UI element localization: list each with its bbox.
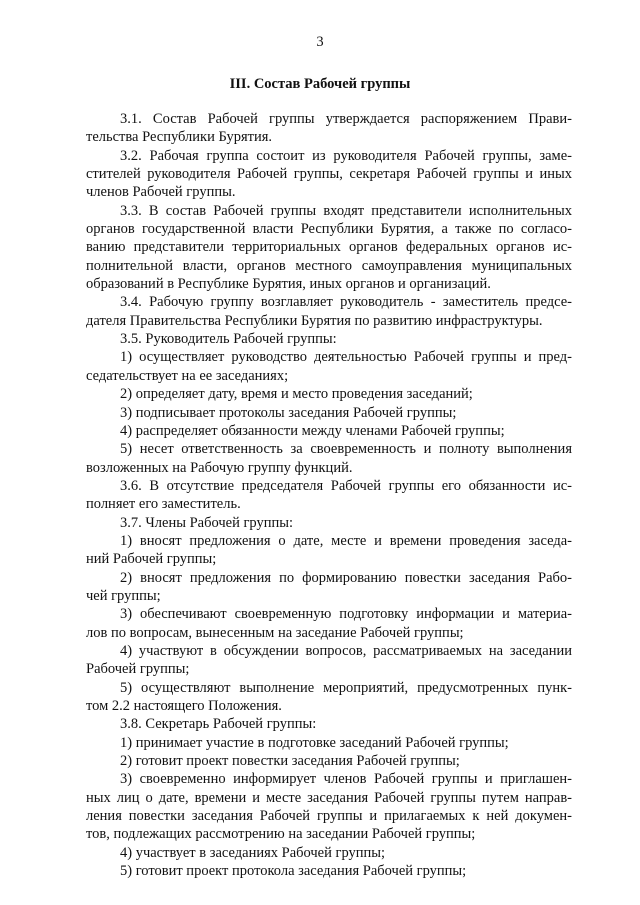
paragraph-p3-8-4 [86,844,572,862]
paragraph-p3-1 [86,110,572,147]
paragraph-p3-3 [86,202,572,294]
text-line: ванию представители территориальных органов федеральных органов ис- [86,239,572,256]
paragraph-p3-7 [86,514,572,532]
text-line: 5) несет ответственность за своевременность и полноту выполнения [120,441,572,458]
text-line: 3.6. В отсутствие председателя Рабочей группы его обязанности ис- [120,477,572,494]
text-line: 4) участвует в заседаниях Рабочей группы; [120,844,386,861]
paragraph-p3-8-5 [86,862,572,880]
text-line: 3.4. Рабочую группу возглавляет руководитель - заместитель предсе- [120,294,572,311]
text-line: 5) осуществляют выполнение мероприятий, предусмотренных пунк- [120,679,572,696]
text-line: 2) определяет дату, время и место проведения заседаний; [120,386,473,403]
paragraph-p3-8-2 [86,752,572,770]
paragraph-p3-5-3 [86,404,572,422]
text-line: Рабочей группы; [86,661,190,678]
paragraph-p3-2 [86,147,572,202]
paragraph-p3-8-1 [86,734,572,752]
text-line: 3) своевременно информирует членов Рабочей группы и приглашен- [120,771,572,788]
paragraph-p3-8-3 [86,770,572,843]
text-line: 3.8. Секретарь Рабочей группы: [120,716,317,733]
paragraph-p3-7-1 [86,532,572,569]
text-line: 3.3. В состав Рабочей группы входят представители исполнительных [120,202,572,219]
text-line: 3.1. Состав Рабочей группы утверждается распоряжением Прави- [120,111,572,127]
page-number: 3 [316,34,324,50]
text-line: 3.2. Рабочая группа состоит из руководителя Рабочей группы, заме- [120,147,572,164]
text-line: органов государственной власти Республики Бурятия, а также по согласо- [86,221,572,238]
paragraph-p3-5-5 [86,440,572,477]
text-line: членов Рабочей группы. [86,184,236,201]
text-line: 3.5. Руководитель Рабочей группы: [120,331,337,348]
paragraph-p3-5-4 [86,422,572,440]
text-line: 4) участвуют в обсуждении вопросов, рассматриваемых на заседании [120,642,572,659]
text-line: чей группы; [86,587,161,604]
text-line: образований в Республике Бурятия, иных органов и организаций. [86,276,491,293]
text-line: 3) подписывает протоколы заседания Рабочей группы; [120,404,457,421]
paragraph-p3-7-5 [86,679,572,716]
paragraph-p3-6 [86,477,572,514]
text-line: 4) распределяет обязанности между членами Рабочей группы; [120,422,505,439]
text-line: 5) готовит проект протокола заседания Рабочей группы; [120,863,467,880]
text-line: тельства Республики Бурятия. [86,129,273,146]
text-line: 2) вносят предложения по формированию повестки заседания Рабо- [120,569,572,586]
paragraph-p3-5-1 [86,348,572,385]
text-line: 1) вносят предложения о дате, месте и времени проведения заседа- [120,532,572,549]
text-line: 1) осуществляет руководство деятельностью Рабочей группы и пред- [120,349,572,366]
paragraph-p3-8 [86,715,572,733]
paragraph-p3-7-4 [86,642,572,679]
text-line: 2) готовит проект повестки заседания Рабочей группы; [120,753,460,770]
text-line: полнительной власти, органов местного самоуправления муниципальных [86,257,572,274]
text-line: тов, подлежащих рассмотрению на заседании Рабочей группы; [86,826,476,843]
text-line: ления повестки заседания Рабочей группы и прилагаемых к ней докумен- [86,808,572,825]
text-line: дателя Правительства Республики Бурятия по развитию инфраструктуры. [86,312,543,329]
text-line: лов по вопросам, вынесенным на заседание Рабочей группы; [86,624,464,641]
text-line: ний Рабочей группы; [86,551,217,568]
text-line: том 2.2 настоящего Положения. [86,698,282,714]
document-body [86,110,572,880]
paragraph-p3-7-3 [86,605,572,642]
text-line: ных лиц о дате, времени и месте заседания Рабочей группы путем направ- [86,789,572,806]
paragraph-p3-4 [86,293,572,330]
text-line: 1) принимает участие в подготовке заседаний Рабочей группы; [120,734,509,751]
text-line: полняет его заместитель. [86,496,241,513]
text-line: стителей руководителя Рабочей группы, секретаря Рабочей группы и иных [86,166,572,183]
text-line: 3.7. Члены Рабочей группы: [120,514,294,531]
section-title: III. Состав Рабочей группы [229,76,411,92]
paragraph-p3-5 [86,330,572,348]
text-line: седательствует на ее заседаниях; [86,367,289,384]
text-line: 3) обеспечивают своевременную подготовку информации и материа- [120,606,572,623]
text-line: возложенных на Рабочую группу функций. [86,459,353,476]
paragraph-p3-5-2 [86,385,572,403]
paragraph-p3-7-2 [86,569,572,606]
